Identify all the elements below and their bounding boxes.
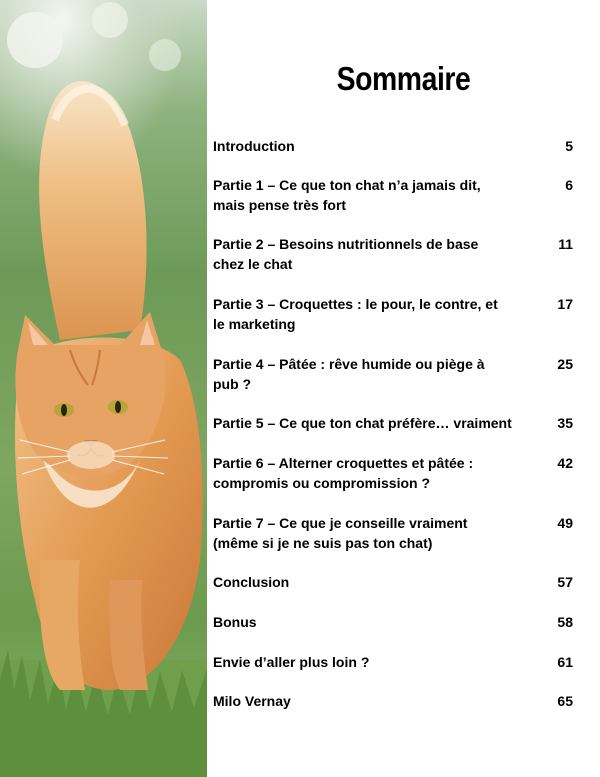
cover-photo xyxy=(0,0,207,777)
toc-entry[interactable] xyxy=(213,354,573,394)
toc-entry-label: Partie 4 – Pâtée : rêve humide ou piège à pub ? xyxy=(213,356,485,392)
toc-entry[interactable] xyxy=(213,572,573,592)
toc-entry-page: 42 xyxy=(557,455,573,471)
toc-entry-label: Bonus xyxy=(213,614,257,630)
toc-entry-label: Introduction xyxy=(213,138,295,154)
toc-entry[interactable] xyxy=(213,294,573,334)
toc-entry[interactable] xyxy=(213,234,573,274)
toc-entry-page: 61 xyxy=(557,654,573,670)
toc-entry-label: Partie 2 – Besoins nutritionnels de base chez le chat xyxy=(213,236,479,272)
toc-entry[interactable] xyxy=(213,691,573,711)
toc-entry-label: Partie 3 – Croquettes : le pour, le contre, et le marketing xyxy=(213,296,498,332)
toc-entry-label: Conclusion xyxy=(213,574,290,590)
toc-entry-label: Partie 6 – Alterner croquettes et pâtée : compromis ou compromission ? xyxy=(213,455,474,491)
toc-entry-page: 6 xyxy=(565,177,573,193)
toc-entry-label: Partie 7 – Ce que je conseille vraiment (même si je ne suis pas ton chat) xyxy=(213,515,468,551)
toc-entry-page: 35 xyxy=(557,415,573,431)
toc-entry[interactable] xyxy=(213,453,573,493)
toc-entry[interactable] xyxy=(213,652,573,672)
toc-entry[interactable] xyxy=(213,413,573,433)
toc-entry-page: 57 xyxy=(557,574,573,590)
toc-entry-label: Partie 1 – Ce que ton chat n’a jamais dit, mais pense très fort xyxy=(213,177,481,213)
cat-illustration xyxy=(0,0,207,777)
toc-entry[interactable] xyxy=(213,175,573,215)
toc-entry-page: 58 xyxy=(557,614,573,630)
toc-entry[interactable] xyxy=(213,136,573,156)
toc-entry-page: 11 xyxy=(558,236,573,252)
toc-entry-page: 17 xyxy=(557,296,573,312)
page-title: Sommaire xyxy=(336,60,471,98)
toc-entry-page: 5 xyxy=(565,138,573,154)
toc-entry-page: 25 xyxy=(557,356,573,372)
toc-entry-page: 65 xyxy=(557,693,573,709)
toc-entry-label: Milo Vernay xyxy=(213,693,291,709)
toc-entry-page: 49 xyxy=(557,515,573,531)
toc-entry[interactable] xyxy=(213,612,573,632)
toc-entry-label: Partie 5 – Ce que ton chat préfère… vraiment xyxy=(213,415,512,431)
toc-entry-label: Envie d’aller plus loin ? xyxy=(213,654,370,670)
toc-entry[interactable] xyxy=(213,513,573,553)
